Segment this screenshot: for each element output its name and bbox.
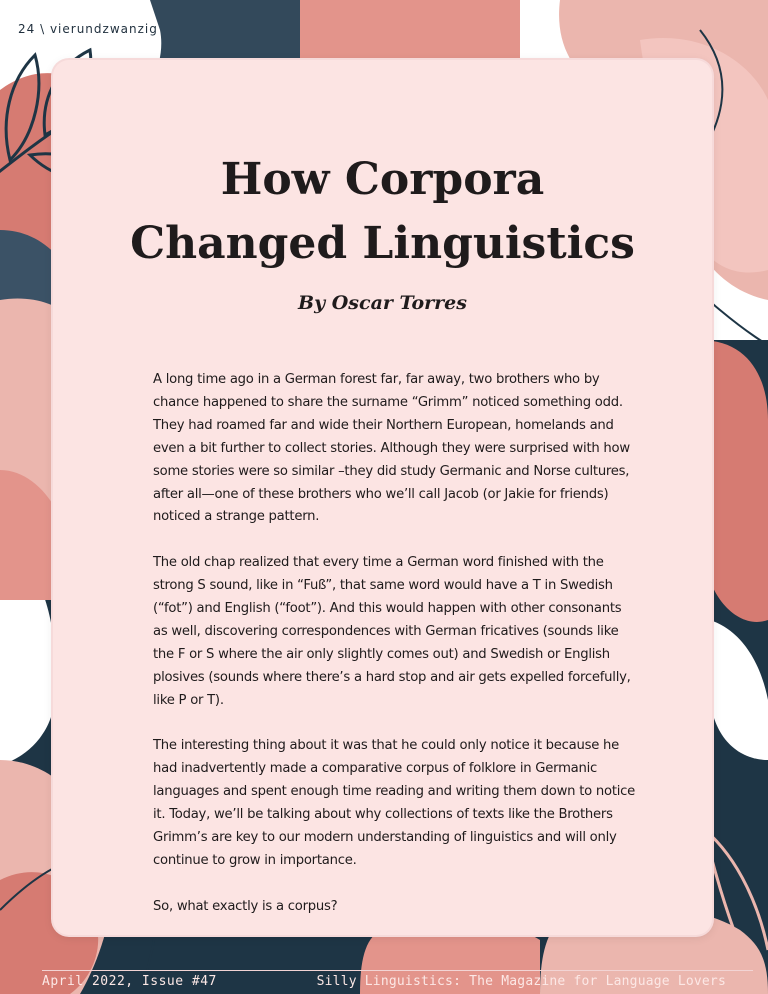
article-title: [53, 148, 712, 276]
paragraph-1: A long time ago in a German forest far, far away, two brothers who by chance happened to share the surname “Grimm” noticed something odd. They had roamed far and wide their Northern European, homelands and even a bit further to collect stories. Although they were surprised with how some stories were so similar –they did study Germanic and Norse cultures, after all—one of these brothers who we’ll call Jacob (or Jakie for friends) noticed a strange pattern.: [153, 372, 630, 525]
bg-coral-top: [300, 0, 520, 65]
title-line-2: Changed Linguistics: [130, 218, 635, 269]
paragraph-2: The old chap realized that every time a German word finished with the strong S sound, like in “Fuß”, that same word would have a T in Swedish (“fot”) and English (“foot”). And this would happen with other consonants as well, discovering correspondences with German fricatives (sounds like the F or S where the air only slightly comes out) and Swedish or English plosives (sounds where there’s a hard stop and air gets expelled forcefully, like P or T).: [153, 555, 631, 708]
page-number: 24 \ vierundzwanzig: [18, 22, 158, 36]
author-byline: By Oscar Torres: [298, 292, 467, 314]
footer-divider: [42, 970, 753, 971]
footer-magazine-name: Silly Linguistics: The Magazine for Language Lovers: [316, 974, 726, 989]
article-body: [153, 369, 639, 942]
paragraph-4: So, what exactly is a corpus?: [153, 898, 338, 914]
paragraph-3: The interesting thing about it was that he could only notice it because he had inadvertently made a comparative corpus of folklore in Germanic languages and spent enough time reading and writing them down to notice it. Today, we’ll be talking about why collections of texts like the Brothers Grimm’s are key to our modern understanding of linguistics and will only continue to grow in importance.: [153, 738, 636, 868]
title-line-1: How Corpora: [220, 154, 545, 205]
footer-issue: April 2022, Issue #47: [42, 974, 217, 989]
